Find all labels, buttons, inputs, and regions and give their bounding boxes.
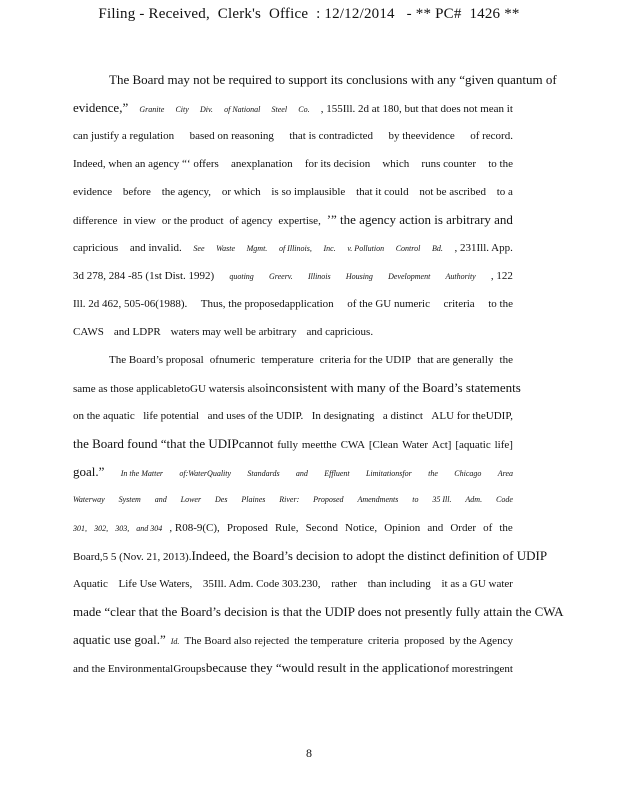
citation-text: to	[412, 495, 419, 504]
citation-text: Housing	[345, 272, 373, 281]
citation-text: Effluent	[324, 469, 350, 478]
citation-text: Amendments	[357, 495, 399, 504]
body-text-segment: by the Agency	[449, 635, 513, 647]
body-text-segment: criteria	[367, 635, 400, 647]
body-text-segment: GU waters	[190, 383, 238, 395]
body-text-segment: and	[427, 522, 444, 534]
body-text-segment: Opinion	[384, 522, 421, 534]
body-text-segment: , R08-9(C),	[169, 522, 220, 534]
body-text-segment: anexplanation	[230, 158, 293, 170]
body-text-segment: on the aquatic	[73, 410, 135, 422]
citation-text: Waste	[216, 244, 235, 253]
body-text-segment: than including	[367, 578, 431, 590]
citation-text: and	[295, 469, 308, 478]
body-text-segment: criteria for the UDIP	[319, 354, 411, 366]
body-text-segment: aquatic use goal.”	[73, 632, 166, 647]
text-line	[73, 346, 513, 374]
citation-text: River:	[279, 495, 300, 504]
body-text-segment: of the GU numeric	[347, 298, 430, 310]
citation-text: Proposed	[313, 495, 344, 504]
body-text-segment: 35Ill. Adm. Code 303.230,	[202, 578, 321, 590]
body-text-segment: life]	[494, 439, 513, 451]
body-text-segment: Second	[305, 522, 338, 534]
text-line	[73, 122, 513, 150]
body-text-segment: that is contradicted	[289, 130, 374, 142]
page-number: 8	[306, 746, 312, 760]
body-text-segment: the	[499, 354, 513, 366]
citation-text: Area	[497, 469, 513, 478]
body-text-segment: and uses of the UDIP.	[207, 410, 304, 422]
body-text-segment: waters may well be arbitrary	[170, 326, 297, 338]
body-text-segment: it as a GU water	[441, 578, 513, 590]
citation-text: of Illinois,	[278, 244, 312, 253]
citation-text: v. Pollution	[347, 244, 385, 253]
citation-text: Id.	[170, 637, 180, 646]
body-text-segment: Thus, the proposedapplication	[200, 298, 334, 310]
citation-text: Authority	[445, 272, 476, 281]
body-text-segment: that are generally	[417, 354, 494, 366]
body-text-segment: same as those applicableto	[73, 383, 190, 395]
body-text-segment: Aquatic	[73, 578, 108, 590]
text-line	[73, 654, 513, 682]
body-text-segment: based on reasoning	[189, 130, 274, 142]
body-text-segment: and the Environmental	[73, 663, 174, 675]
text-line	[73, 402, 513, 430]
citation-text: Standards	[247, 469, 280, 478]
text-line	[73, 542, 548, 570]
body-text-segment: not be ascribed	[419, 186, 486, 198]
body-text-segment: in view	[123, 215, 156, 227]
citation-text: Lower	[180, 495, 202, 504]
citation-text: the	[428, 469, 438, 478]
citation-text: Waterway	[73, 495, 105, 504]
body-text-segment: , 231Ill. App.	[454, 242, 513, 254]
body-text-segment: the agency,	[161, 186, 212, 198]
body-text-segment: life potential	[143, 410, 200, 422]
body-text-segment: Notice,	[345, 522, 378, 534]
citation-text: Des	[215, 495, 228, 504]
body-text-segment: Board,5 5 (Nov. 21, 2013).	[73, 551, 192, 563]
citation-text: Illinois	[307, 272, 331, 281]
body-text-segment: runs counter	[421, 158, 477, 170]
body-text-segment: Order	[450, 522, 477, 534]
text-line	[73, 94, 513, 122]
body-text-segment: In designating	[311, 410, 375, 422]
body-text-segment: which	[382, 158, 410, 170]
text-line	[73, 206, 513, 234]
citation-text: 302,	[94, 524, 109, 533]
citation-text: of:WaterQuality	[179, 469, 232, 478]
citation-text: Greerv.	[269, 272, 293, 281]
body-text-segment: stringent	[474, 663, 513, 675]
document-body	[73, 66, 564, 682]
body-text-segment: of more	[439, 663, 475, 675]
body-text-segment: proposed	[404, 635, 445, 647]
citation-text: Plaines	[241, 495, 266, 504]
body-text-segment: by theevidence	[388, 130, 455, 142]
citation-text: 35 Ill.	[432, 495, 452, 504]
body-text-segment: a distinct	[382, 410, 423, 422]
body-text-segment: CAWS	[73, 326, 104, 338]
text-line	[73, 178, 513, 206]
body-text-segment: and invalid.	[129, 242, 182, 254]
page-header: Filing - Received, Clerk's Office : 12/12/2014 - ** PC# 1426 **	[98, 6, 520, 22]
body-text-segment: meetthe	[301, 439, 337, 451]
text-line	[73, 514, 513, 542]
body-text-segment: the Board found “that the UDIPcannot	[73, 436, 274, 451]
citation-text: Granite	[139, 105, 165, 114]
text-line	[73, 262, 513, 290]
citation-text: Steel	[271, 105, 288, 114]
body-text-segment: fully	[277, 439, 299, 451]
citation-text: Development	[388, 272, 431, 281]
body-text-segment: 3d 278, 284 -85 (1st Dist. 1992)	[73, 270, 215, 282]
body-text-segment: [aquatic	[455, 439, 491, 451]
body-text-segment: Indeed, when an agency “‘ offers	[73, 158, 219, 170]
citation-text: Code	[495, 495, 513, 504]
citation-text: Div.	[199, 105, 213, 114]
body-text-segment: can justify a regulation	[73, 130, 175, 142]
citation-text: Chicago	[454, 469, 482, 478]
text-line	[73, 458, 513, 486]
citation-text: Inc.	[323, 244, 336, 253]
citation-text: of National	[224, 105, 261, 114]
citation-text: Limitationsfor	[365, 469, 412, 478]
body-text-segment: the temperature	[294, 635, 363, 647]
body-text-segment: evidence,”	[73, 100, 129, 115]
body-text-segment: of	[483, 522, 493, 534]
body-text-segment: the	[499, 522, 513, 534]
body-text-segment: inconsistent with many of the Board’s statements	[265, 380, 521, 395]
citation-text: See	[193, 244, 205, 253]
body-text-segment: Groups	[173, 663, 206, 675]
text-line	[73, 626, 513, 654]
citation-text: Bd.	[431, 244, 443, 253]
text-line	[73, 570, 513, 598]
body-text-segment: Act]	[431, 439, 452, 451]
citation-text: and	[154, 495, 167, 504]
body-text-segment: before	[122, 186, 151, 198]
text-line	[73, 234, 513, 262]
body-text-segment: for its decision	[304, 158, 371, 170]
body-text-segment: and capricious.	[306, 326, 374, 338]
body-text-segment: Water	[402, 439, 429, 451]
body-text-segment: , 155Ill. 2d at 180, but that does not mean it	[320, 103, 513, 115]
citation-text: quoting	[229, 272, 254, 281]
body-text-segment: rather	[331, 578, 357, 590]
body-text-segment: Ill. 2d 462, 505-06(1988).	[73, 298, 188, 310]
body-text-segment: The Board’s proposal	[109, 354, 204, 366]
body-text-segment: ALU for theUDIP,	[431, 410, 513, 422]
citation-text: Co.	[298, 105, 310, 114]
body-text-segment: criteria	[443, 298, 475, 310]
text-line	[73, 430, 513, 458]
body-text-segment: Proposed	[226, 522, 268, 534]
body-text-segment: is also	[237, 383, 266, 395]
text-line	[73, 290, 513, 318]
body-text-segment: Indeed, the Board’s decision to adopt the distinct definition of UDIP	[191, 548, 548, 563]
citation-text: 301,	[73, 524, 87, 533]
text-line	[73, 150, 513, 178]
body-text-segment: CWA	[340, 439, 366, 451]
citation-text: City	[175, 105, 189, 114]
body-text-segment: temperature	[261, 354, 314, 366]
body-text-segment: The Board also rejected	[184, 635, 290, 647]
citation-text: Control	[395, 244, 421, 253]
body-text-segment: Life Use Waters,	[118, 578, 193, 590]
body-text-segment: or which	[221, 186, 261, 198]
text-line	[73, 486, 513, 514]
body-text-segment: of record.	[470, 130, 513, 142]
citation-text: Mgmt.	[246, 244, 268, 253]
body-text-segment: goal.”	[73, 464, 105, 479]
body-text-segment: of agency	[229, 215, 273, 227]
body-text-segment: Rule,	[274, 522, 299, 534]
body-text-segment: [Clean	[368, 439, 399, 451]
body-text-segment: ofnumeric	[209, 354, 255, 366]
body-text-segment: that it could	[356, 186, 409, 198]
body-text-segment: to the	[488, 158, 513, 170]
body-text-segment: difference	[73, 215, 118, 227]
body-text-segment: , 122	[490, 270, 513, 282]
body-text-segment: and LDPR	[113, 326, 161, 338]
text-line	[73, 374, 521, 402]
body-text-segment: because they “would result in the application	[205, 660, 440, 675]
citation-text: and 304	[136, 524, 163, 533]
text-line	[73, 66, 557, 94]
body-text-segment: ’” the agency action is arbitrary and	[326, 212, 513, 227]
body-text-segment: to a	[496, 186, 513, 198]
body-text-segment: The Board may not be required to support its conclusions with any “given quantum of	[109, 72, 557, 87]
body-text-segment: capricious	[73, 242, 119, 254]
citation-text: System	[118, 495, 141, 504]
citation-text: Adm.	[465, 495, 483, 504]
body-text-segment: to the	[488, 298, 513, 310]
text-line	[73, 318, 513, 346]
body-text-segment: made “clear that the Board’s decision is that the UDIP does not presently fully attain the CWA	[73, 604, 564, 619]
text-line	[73, 598, 564, 626]
body-text-segment: evidence	[73, 186, 113, 198]
citation-text: 303,	[115, 524, 130, 533]
body-text-segment: expertise,	[278, 215, 321, 227]
citation-text: In the Matter	[120, 469, 163, 478]
body-text-segment: or the product	[161, 215, 224, 227]
body-text-segment: is so implausible	[271, 186, 346, 198]
